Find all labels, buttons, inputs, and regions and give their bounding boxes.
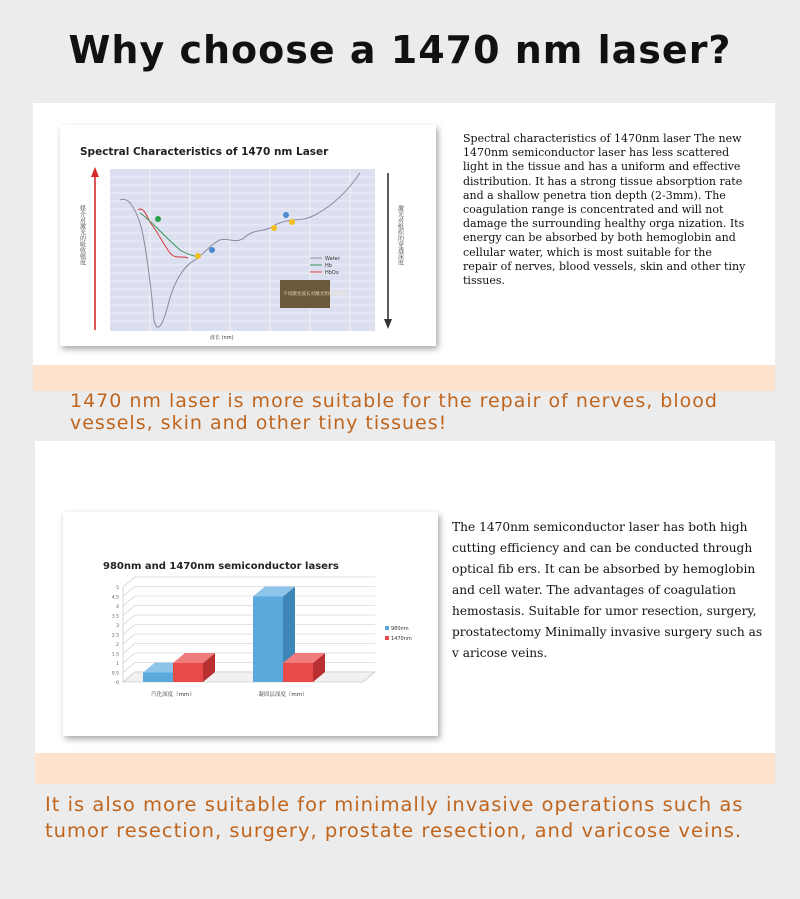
marker-blue-1 — [209, 247, 215, 253]
x-category-label: 凝固层深度（mm） — [258, 692, 308, 698]
svg-text:Hb: Hb — [325, 263, 332, 269]
y-tick-label: 5 — [116, 586, 119, 591]
gridline-depth — [123, 577, 135, 587]
section-2-band — [35, 753, 775, 784]
gridline-depth — [123, 663, 135, 673]
left-axis-label: 媒介对激光的吸收强度 — [78, 205, 86, 265]
marker-green — [155, 216, 161, 222]
bar-front — [173, 663, 203, 682]
y-tick-label: 4.5 — [111, 595, 119, 601]
section-2-callout: It is also more suitable for minimally invasive operations such as tumor resection, surgery, prostate resection, and varicose veins. — [45, 793, 744, 842]
gridline-depth — [123, 644, 135, 654]
note-box-text: 不同激光波长对激光组织的吸收 — [283, 292, 348, 297]
bar-front — [143, 673, 173, 683]
svg-text:HbOx: HbOx — [325, 270, 339, 276]
gridline-depth — [123, 634, 135, 644]
gridline-depth — [123, 625, 135, 635]
legend-swatch — [385, 636, 389, 640]
y-tick-label: 2.5 — [111, 633, 119, 639]
spectral-chart-title: Spectral Characteristics of 1470 nm Laser — [80, 146, 329, 158]
bar-figure — [63, 512, 438, 736]
y-tick-label: 0.5 — [111, 671, 119, 677]
gridline-depth — [123, 606, 135, 616]
section-1-callout: 1470 nm laser is more suitable for the repair of nerves, blood vessels, skin and other tiny tissues! — [70, 390, 718, 434]
y-tick-label: 0 — [116, 681, 119, 686]
marker-yellow-1 — [195, 253, 201, 259]
section-1-description: Spectral characteristics of 1470nm laser The new 1470nm semiconductor laser has less scattered light in the tissue and has a uniform and effective distribution. It has a strong tissue absorption rate and a shallow penetra tion depth (2-3mm). The coagulation range is concentrated and will not damage the surrounding healthy orga nization. Its energy can be absorbed by both hemoglobin and cellular water, which is most suitable for the repair of nerves, blood vessels, skin and other tiny tissues. — [463, 132, 746, 288]
legend-label: 980nm — [391, 626, 409, 632]
gridline-depth — [123, 653, 135, 663]
bar-front — [283, 663, 313, 682]
x-category-label: 汽化深度（mm） — [151, 692, 195, 698]
y-tick-label: 4 — [116, 605, 119, 610]
legend-label: 1470nm — [391, 636, 412, 642]
bar-chart — [63, 512, 438, 736]
legend-swatch — [385, 626, 389, 630]
svg-text:Water: Water — [325, 256, 340, 262]
y-tick-label: 1.5 — [111, 652, 119, 658]
page-title: Why choose a 1470 nm laser? — [68, 28, 732, 72]
left-arrow-head — [91, 167, 99, 177]
marker-yellow-3 — [289, 219, 295, 225]
spectral-chart — [60, 125, 436, 346]
bar-front — [253, 597, 283, 683]
right-arrow-head — [384, 319, 392, 329]
gridline-depth — [123, 587, 135, 597]
section-2-description: The 1470nm semiconductor laser has both high cutting efficiency and can be conducted through optical fib ers. It can be absorbed by hemoglobin and cell water. The advantages of coagulation hemostasis. Suitable for umor resection, surgery, prostatectomy Minimally invasive surgery such as v aricose veins. — [452, 520, 763, 660]
right-axis-label: 激光对组织的穿透深度 — [396, 205, 404, 265]
spectral-figure — [60, 125, 436, 346]
gridline-depth — [123, 596, 135, 606]
y-tick-label: 1 — [116, 662, 119, 667]
section-1-band — [33, 365, 775, 391]
y-tick-label: 3.5 — [111, 614, 119, 620]
y-tick-label: 2 — [116, 643, 119, 648]
chart-title: 980nm and 1470nm semiconductor lasers — [103, 561, 339, 572]
y-tick-label: 3 — [116, 624, 119, 629]
gridline-depth — [123, 615, 135, 625]
marker-blue-2 — [283, 212, 289, 218]
x-axis-label: 波长 (nm) — [210, 335, 234, 341]
marker-yellow-2 — [271, 225, 277, 231]
